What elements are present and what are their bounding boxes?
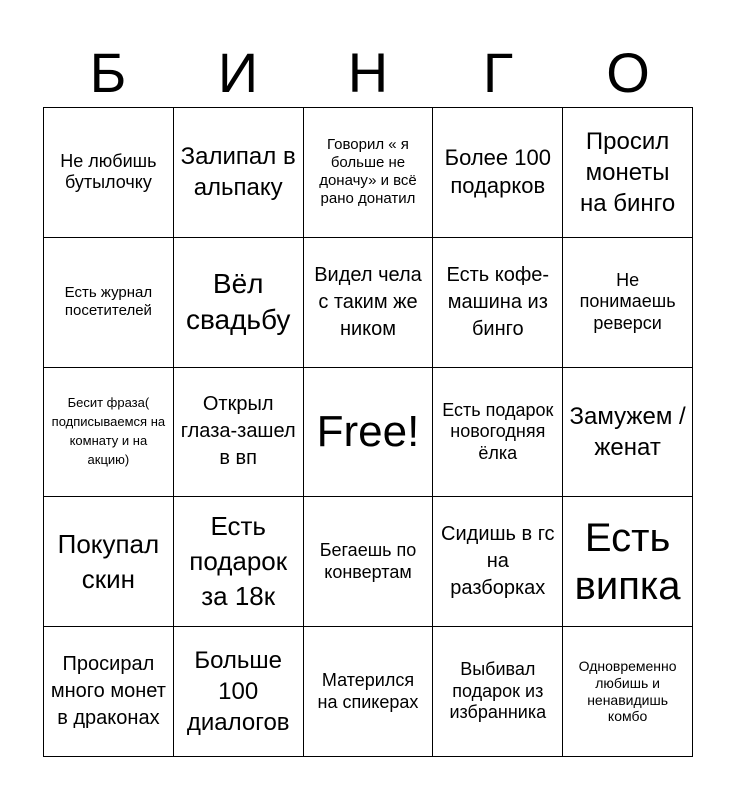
bingo-cell-r3-c4[interactable] [433, 368, 563, 498]
header-letter-o: О [606, 41, 650, 104]
bingo-cell-r3-c5[interactable] [563, 368, 693, 498]
cell-text: Покупал скин [57, 528, 160, 594]
bingo-cell-r4-c3[interactable] [304, 497, 434, 627]
bingo-cell-r2-c3[interactable] [304, 238, 434, 368]
bingo-cell-r4-c5[interactable] [563, 497, 693, 627]
cell-text: Замужем /женат [569, 402, 686, 461]
header-letter-g: Г [482, 41, 514, 104]
cell-text: Не понимаешь реверси [579, 269, 676, 333]
bingo-cell-r5-c3[interactable] [304, 627, 434, 757]
bingo-cell-free[interactable] [304, 368, 434, 498]
free-space-text: Free! [316, 406, 420, 456]
cell-text: Залипал в альпаку [180, 143, 296, 202]
bingo-cell-r5-c1[interactable] [44, 627, 174, 757]
bingo-cell-r3-c2[interactable] [174, 368, 304, 498]
bingo-cell-r1-c1[interactable] [44, 108, 174, 238]
bingo-cell-r4-c2[interactable] [174, 497, 304, 627]
bingo-cell-r2-c4[interactable] [433, 238, 563, 368]
cell-text: Есть випка [574, 515, 681, 608]
cell-text: Просирал много монет в драконах [50, 653, 166, 730]
cell-text: Есть подарок новогодняя ёлка [442, 399, 554, 463]
bingo-cell-r1-c5[interactable] [563, 108, 693, 238]
cell-text: Вёл свадьбу [185, 267, 291, 336]
bingo-cell-r4-c4[interactable] [433, 497, 563, 627]
cell-text: Более 100 подарков [444, 144, 551, 199]
cell-text: Есть кофе-машина из бинго [446, 263, 550, 340]
cell-text: Выбивал подарок из избранника [449, 659, 547, 723]
bingo-cell-r1-c2[interactable] [174, 108, 304, 238]
bingo-header [43, 40, 693, 106]
cell-text: Бегаешь по конвертам [319, 540, 417, 582]
bingo-cell-r2-c1[interactable] [44, 238, 174, 368]
cell-text: Одновременно любишь и ненавидишь комбо [578, 658, 677, 725]
cell-text: Есть подарок за 18к [189, 511, 288, 612]
cell-text: Просил монеты на бинго [579, 127, 676, 217]
bingo-cell-r2-c2[interactable] [174, 238, 304, 368]
header-letter-i: И [217, 41, 259, 104]
bingo-cell-r5-c2[interactable] [174, 627, 304, 757]
cell-text: Есть журнал посетителей [64, 284, 153, 320]
cell-text: Видел чела с таким же ником [314, 263, 422, 340]
cell-text: Открыл глаза-зашел в вп [180, 393, 296, 470]
bingo-cell-r4-c1[interactable] [44, 497, 174, 627]
header-letter-b: Б [89, 41, 127, 104]
cell-text: Матерился на спикерах [317, 670, 419, 712]
cell-text: Больше 100 диалогов [186, 646, 290, 737]
header-letter-n: Н [347, 41, 389, 104]
bingo-card [43, 107, 693, 757]
cell-text: Говорил « я больше не доначу» и всё рано донатил [319, 136, 417, 208]
bingo-cell-r5-c4[interactable] [433, 627, 563, 757]
cell-text: Бесит фраза( подписываемся на комнату и на акцию) [51, 395, 166, 467]
bingo-cell-r5-c5[interactable] [563, 627, 693, 757]
bingo-cell-r3-c1[interactable] [44, 368, 174, 498]
bingo-cell-r1-c4[interactable] [433, 108, 563, 238]
bingo-cell-r1-c3[interactable] [304, 108, 434, 238]
cell-text: Не любишь бутылочку [60, 150, 157, 193]
bingo-cell-r2-c5[interactable] [563, 238, 693, 368]
cell-text: Сидишь в гс на разборках [441, 523, 555, 600]
